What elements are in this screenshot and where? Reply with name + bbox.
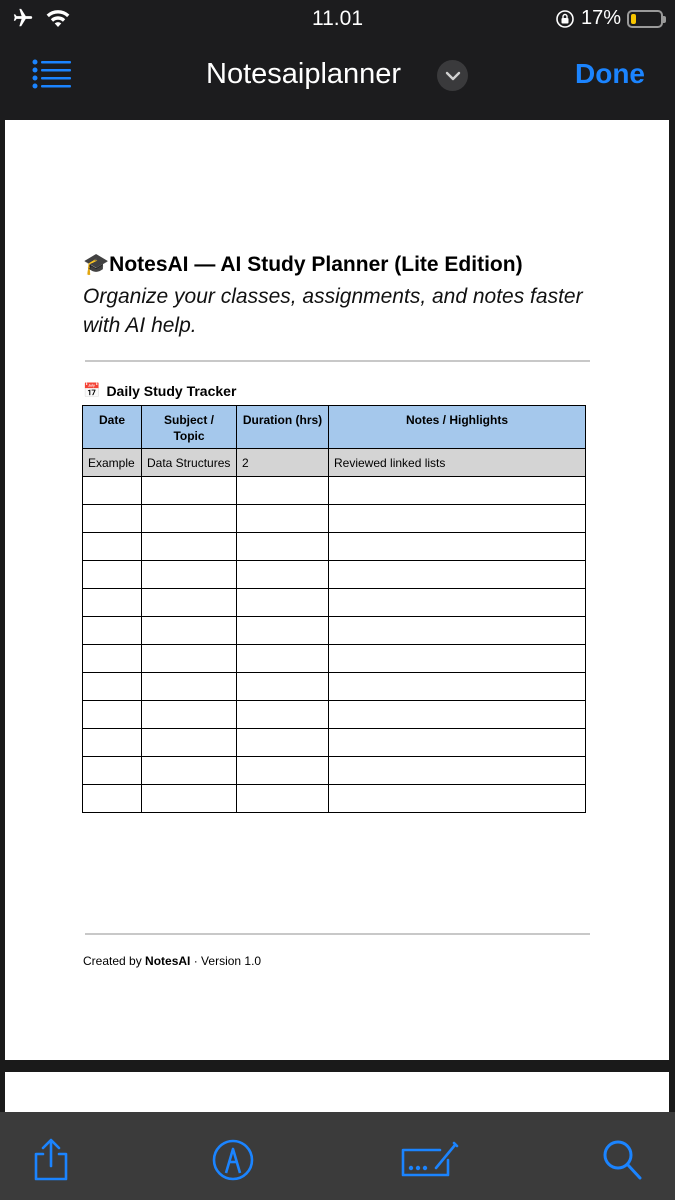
cell-notes [329, 785, 586, 813]
cell-subject [142, 785, 237, 813]
cell-duration [237, 729, 329, 757]
table-row [83, 561, 586, 589]
search-button[interactable] [601, 1138, 643, 1187]
search-icon [601, 1138, 643, 1182]
footer-suffix: · Version 1.0 [190, 954, 262, 968]
table-row [83, 673, 586, 701]
table-row [83, 533, 586, 561]
markup-pen-icon [211, 1138, 255, 1182]
cell-date [83, 701, 142, 729]
table-row [83, 505, 586, 533]
cell-notes [329, 729, 586, 757]
cell-date [83, 589, 142, 617]
header-duration: Duration (hrs) [237, 406, 329, 449]
title-menu-button[interactable] [437, 60, 468, 91]
cell-date [83, 617, 142, 645]
signature-icon [398, 1138, 460, 1182]
cell-duration [237, 645, 329, 673]
cell-duration [237, 617, 329, 645]
header-notes: Notes / Highlights [329, 406, 586, 449]
cell-date [83, 533, 142, 561]
cell-notes [329, 533, 586, 561]
footer-brand: NotesAI [145, 954, 191, 968]
battery-percent: 17% [580, 7, 621, 29]
section-heading [83, 382, 236, 399]
cell-duration: 2 [237, 449, 329, 477]
table-row [83, 477, 586, 505]
table-header-row [83, 406, 586, 449]
cell-notes [329, 645, 586, 673]
doc-footer [83, 954, 261, 968]
table-row [83, 757, 586, 785]
markup-button[interactable] [211, 1138, 255, 1187]
cell-subject [142, 757, 237, 785]
cell-duration [237, 589, 329, 617]
header-subject: Subject / Topic [142, 406, 237, 449]
cell-notes: Reviewed linked lists [329, 449, 586, 477]
cell-subject [142, 589, 237, 617]
cell-subject: Data Structures [142, 449, 237, 477]
cell-subject [142, 477, 237, 505]
cell-date [83, 477, 142, 505]
clock: 11.01 [312, 7, 363, 30]
cell-date: Example [83, 449, 142, 477]
document-page [5, 120, 669, 1060]
cell-notes [329, 757, 586, 785]
cell-notes [329, 561, 586, 589]
cell-subject [142, 673, 237, 701]
cell-duration [237, 477, 329, 505]
cell-duration [237, 701, 329, 729]
study-tracker-table [82, 405, 586, 813]
document-title[interactable]: Notesaiplanner [206, 58, 402, 90]
cell-notes [329, 673, 586, 701]
status-bar [0, 0, 675, 38]
table-of-contents-button[interactable] [32, 58, 74, 95]
cell-date [83, 673, 142, 701]
cell-subject [142, 645, 237, 673]
cell-duration [237, 757, 329, 785]
cell-subject [142, 617, 237, 645]
cell-subject [142, 701, 237, 729]
table-row [83, 645, 586, 673]
cell-notes [329, 505, 586, 533]
doc-heading [83, 253, 523, 277]
divider [85, 360, 590, 362]
chevron-down-icon [445, 71, 461, 81]
cell-subject [142, 561, 237, 589]
table-row [83, 701, 586, 729]
cell-date [83, 785, 142, 813]
table-row [83, 617, 586, 645]
section-heading-text: Daily Study Tracker [106, 382, 237, 399]
cell-notes [329, 589, 586, 617]
doc-subtitle: Organize your classes, assignments, and notes faster with AI help. [83, 285, 583, 337]
cell-date [83, 757, 142, 785]
next-page-preview [5, 1072, 669, 1112]
table-row [83, 589, 586, 617]
calendar-icon: 📅 [83, 382, 101, 398]
cell-notes [329, 701, 586, 729]
signature-button[interactable] [398, 1138, 460, 1187]
battery-level [631, 14, 636, 24]
table-row [83, 785, 586, 813]
divider [85, 933, 590, 935]
cell-date [83, 561, 142, 589]
cell-duration [237, 533, 329, 561]
cell-duration [237, 673, 329, 701]
nav-bar [0, 38, 675, 120]
cell-date [83, 729, 142, 757]
cell-duration [237, 505, 329, 533]
cell-subject [142, 533, 237, 561]
table-row [83, 729, 586, 757]
cell-notes [329, 617, 586, 645]
header-date: Date [83, 406, 142, 449]
cell-date [83, 645, 142, 673]
cell-duration [237, 785, 329, 813]
list-icon [32, 58, 74, 90]
done-button[interactable]: Done [575, 58, 645, 89]
share-button[interactable] [30, 1138, 72, 1187]
cell-duration [237, 561, 329, 589]
footer-prefix: Created by [83, 954, 146, 968]
cell-date [83, 505, 142, 533]
orientation-lock-icon [555, 9, 575, 29]
bottom-toolbar [0, 1112, 675, 1200]
battery-icon [627, 10, 663, 28]
table-row-example [83, 449, 586, 477]
cell-subject [142, 505, 237, 533]
graduation-cap-icon: 🎓 [83, 253, 110, 276]
cell-subject [142, 729, 237, 757]
cell-notes [329, 477, 586, 505]
doc-heading-text: NotesAI — AI Study Planner (Lite Edition) [109, 253, 523, 276]
share-icon [30, 1138, 72, 1182]
